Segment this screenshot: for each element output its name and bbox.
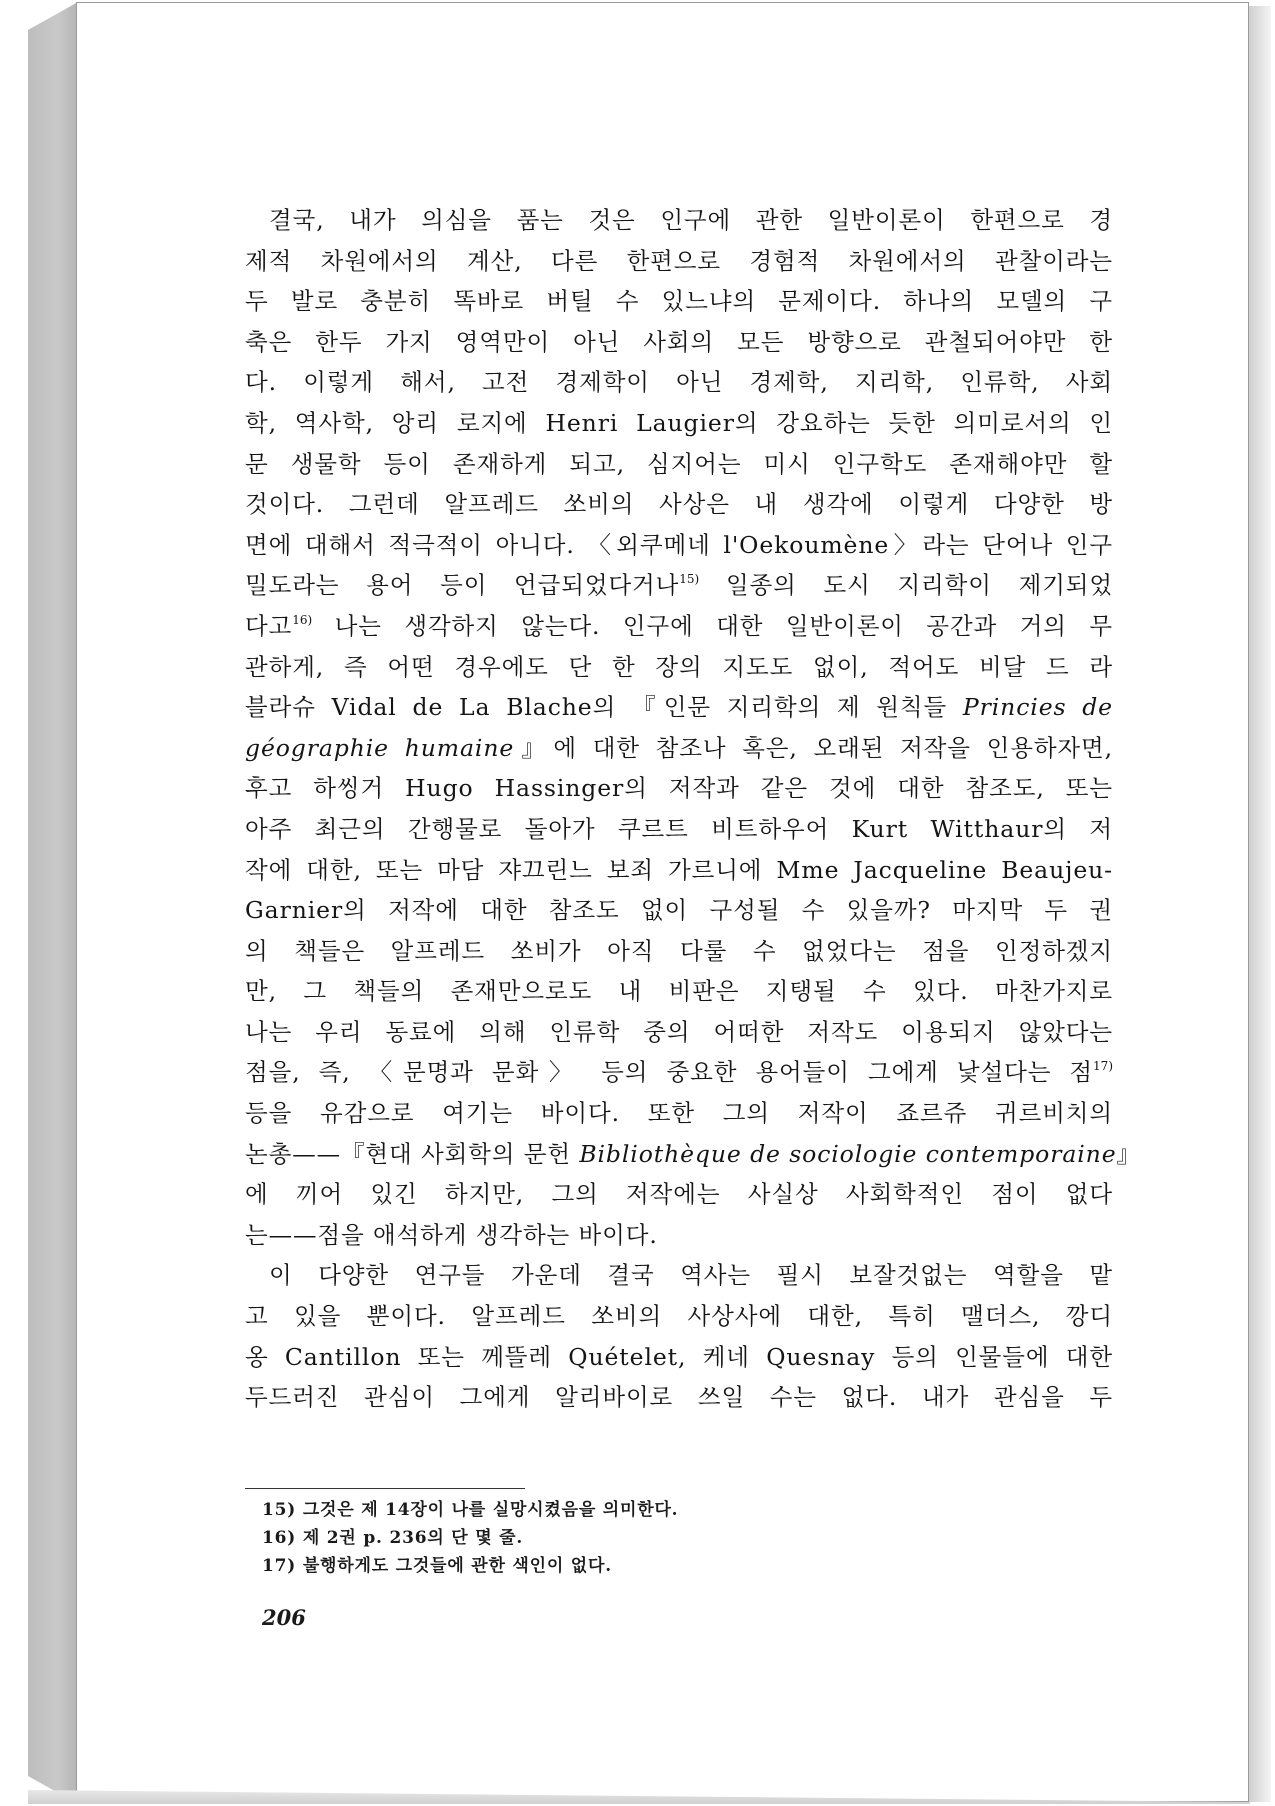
text-line: 후고 하씽거 Hugo Hassinger의 저작과 같은 것에 대한 참조도, 또는 <box>245 774 1113 803</box>
page-shadow <box>1249 6 1271 1802</box>
text-line: 두드러진 관심이 그에게 알리바이로 쓰일 수는 없다. 내가 관심을 두 <box>245 1383 1113 1412</box>
footnote-ref: 16) <box>292 612 313 627</box>
text-fragment: 블라슈 Vidal de La Blache의 『인문 지리학의 제 원칙들 <box>245 693 963 722</box>
footnote-divider <box>245 1488 525 1489</box>
footnote-17: 17) 불행하게도 그것들에 관한 색인이 없다. <box>262 1556 612 1576</box>
italic-title: géographie humaine <box>245 733 515 762</box>
text-line <box>245 1052 1113 1093</box>
footnote-15: 15) 그것은 제 14장이 나를 실망시켰음을 의미한다. <box>262 1500 679 1520</box>
footnote-16: 16) 제 2권 p. 236의 단 몇 줄. <box>262 1528 524 1548</box>
text-line: 고 있을 뿐이다. 알프레드 쏘비의 사상사에 대한, 특히 맬더스, 깡디 <box>245 1302 1113 1331</box>
text-line: 문 생물학 등이 존재하게 되고, 심지어는 미시 인구학도 존재해야만 할 <box>245 449 1113 478</box>
text-line: 축은 한두 가지 영역만이 아닌 사회의 모든 방향으로 관철되어야만 한 <box>245 327 1113 356</box>
text-line: 나는 우리 동료에 의해 인류학 중의 어떠한 저작도 이용되지 않았다는 <box>245 1017 1113 1046</box>
text-line <box>245 728 1113 769</box>
text-line: 학, 역사학, 앙리 로지에 Henri Laugier의 강요하는 듯한 의미로서의 인 <box>245 408 1113 437</box>
text-line <box>245 1134 1141 1175</box>
italic-title: Princies de <box>962 693 1113 722</box>
book-spine <box>28 2 78 1804</box>
text-line: 것이다. 그런데 알프레드 쏘비의 사상은 내 생각에 이렇게 다양한 방 <box>245 490 1113 519</box>
page-number: 206 <box>262 1605 306 1630</box>
text-line: 에 끼어 있긴 하지만, 그의 저작에는 사실상 사회학적인 점이 없다 <box>245 1180 1113 1209</box>
text-line: 만, 그 책들의 존재만으로도 내 비판은 지탱될 수 있다. 마찬가지로 <box>245 977 1113 1006</box>
footnote-ref: 17) <box>1093 1059 1113 1074</box>
text-line: 등을 유감으로 여기는 바이다. 또한 그의 저작이 죠르쥬 귀르비치의 <box>245 1099 1113 1128</box>
text-line: 는——점을 애석하게 생각하는 바이다. <box>245 1220 658 1249</box>
text-line: 이 다양한 연구들 가운데 결국 역사는 필시 보잘것없는 역할을 맡 <box>269 1261 1113 1290</box>
text-line: 작에 대한, 또는 마담 쟈끄린느 보죄 가르니에 Mme Jacqueline Beaujeu- <box>245 855 1113 884</box>
footnotes <box>262 1496 678 1580</box>
text-fragment: 』에 대한 참조나 혹은, 오래된 저작을 인용하자면, <box>514 733 1114 762</box>
text-line: 두 발로 충분히 똑바로 버틸 수 있느냐의 문제이다. 하나의 모델의 구 <box>245 287 1113 316</box>
text-line <box>245 687 1113 728</box>
text-line: 제적 차원에서의 계산, 다른 한편으로 경험적 차원에서의 관찰이라는 <box>245 246 1113 275</box>
text-line: 아주 최근의 간행물로 돌아가 쿠르트 비트하우어 Kurt Witthaur의 저 <box>245 814 1113 843</box>
text-fragment: 점을, 즉, 〈문명과 문화〉 등의 중요한 용어들이 그에게 낯설다는 점 <box>245 1058 1094 1087</box>
text-line: 관하게, 즉 어떤 경우에도 단 한 장의 지도도 없이, 적어도 비달 드 라 <box>245 652 1113 681</box>
text-fragment: 나는 생각하지 않는다. 인구에 대한 일반이론이 공간과 거의 무 <box>312 611 1113 640</box>
text-fragment: 일종의 도시 지리학이 제기되었 <box>699 571 1113 600</box>
text-fragment: 다고 <box>245 611 293 640</box>
text-line: 다. 이렇게 해서, 고전 경제학이 아닌 경제학, 지리학, 인류학, 사회 <box>245 368 1113 397</box>
text-fragment: 』 <box>1116 1139 1141 1168</box>
text-fragment: 밀도라는 용어 등이 언급되었다거나 <box>245 571 680 600</box>
footnote-ref: 15) <box>679 572 700 587</box>
text-line <box>245 565 1113 606</box>
body-text <box>245 200 1141 1418</box>
text-line <box>245 606 1113 647</box>
text-line: 의 책들은 알프레드 쏘비가 아직 다룰 수 없었다는 점을 인정하겠지 <box>245 936 1113 965</box>
text-line: 면에 대해서 적극적이 아니다. 〈외쿠메네 l'Oekoumène〉라는 단어나 인구 <box>245 530 1113 559</box>
text-line: Garnier의 저작에 대한 참조도 없이 구성될 수 있을까? 마지막 두 권 <box>245 896 1113 925</box>
text-fragment: 논총——『현대 사회학의 문헌 <box>245 1139 580 1168</box>
italic-title: Bibliothèque de sociologie contemporaine <box>579 1139 1117 1168</box>
text-line: 결국, 내가 의심을 품는 것은 인구에 관한 일반이론이 한편으로 경 <box>269 206 1113 234</box>
text-line: 옹 Cantillon 또는 께뜰레 Quételet, 케네 Quesnay 등의 인물들에 대한 <box>245 1342 1113 1371</box>
